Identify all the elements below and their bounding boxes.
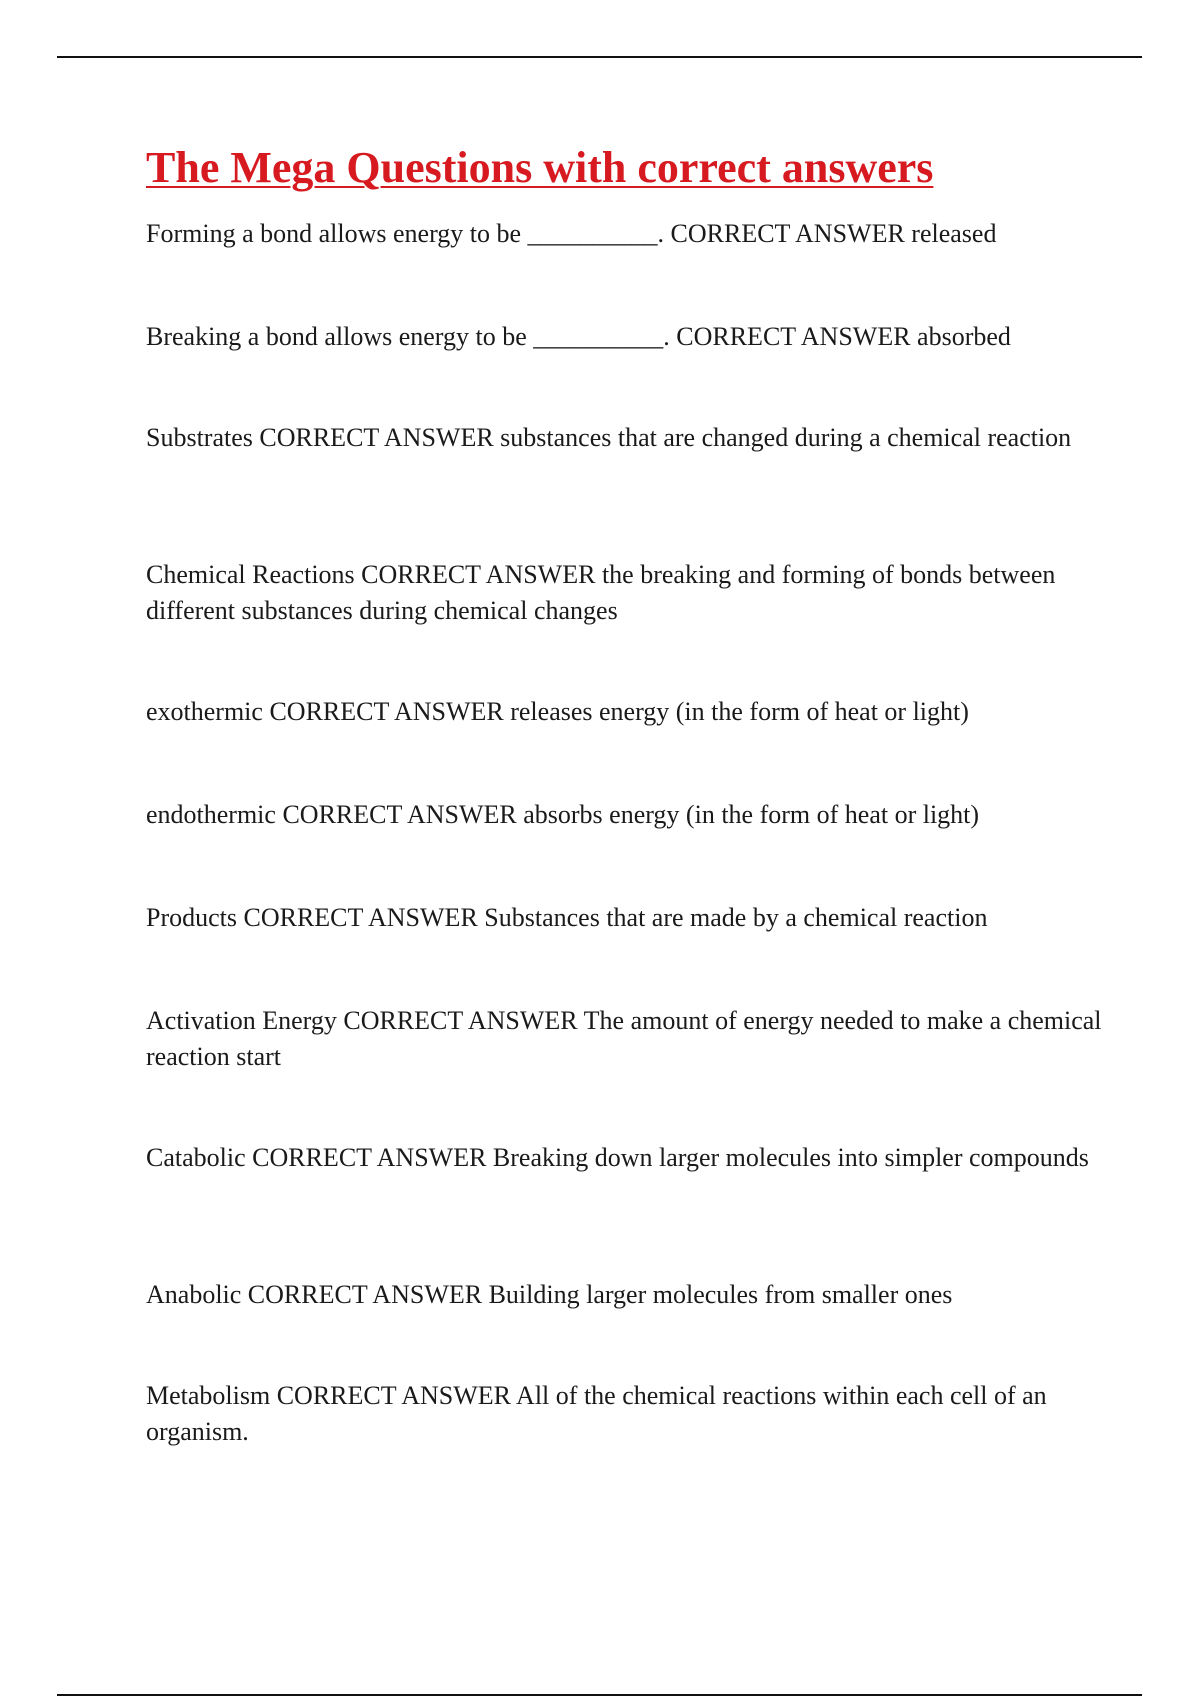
header-rule <box>57 56 1142 58</box>
qa-item: Activation Energy CORRECT ANSWER The amount of energy needed to make a chemical reaction start <box>146 1006 1102 1071</box>
qa-item: Anabolic CORRECT ANSWER Building larger molecules from smaller ones <box>146 1280 953 1309</box>
qa-item: Breaking a bond allows energy to be __________. CORRECT ANSWER absorbed <box>146 322 1011 351</box>
qa-item: Metabolism CORRECT ANSWER All of the chemical reactions within each cell of an organism. <box>146 1381 1047 1446</box>
qa-item: endothermic CORRECT ANSWER absorbs energy (in the form of heat or light) <box>146 800 980 829</box>
qa-item: Products CORRECT ANSWER Substances that are made by a chemical reaction <box>146 903 988 932</box>
document-body <box>146 140 1106 1446</box>
qa-item: Catabolic CORRECT ANSWER Breaking down larger molecules into simpler compounds <box>146 1143 1089 1172</box>
document-title: The Mega Questions with correct answers <box>146 143 934 192</box>
qa-item: Substrates CORRECT ANSWER substances that are changed during a chemical reaction <box>146 423 1072 452</box>
qa-item: Chemical Reactions CORRECT ANSWER the breaking and forming of bonds between different substances during chemical changes <box>146 560 1056 625</box>
qa-item: Forming a bond allows energy to be __________. CORRECT ANSWER released <box>146 219 997 248</box>
qa-item: exothermic CORRECT ANSWER releases energy (in the form of heat or light) <box>146 697 969 726</box>
footer-rule <box>57 1694 1142 1696</box>
